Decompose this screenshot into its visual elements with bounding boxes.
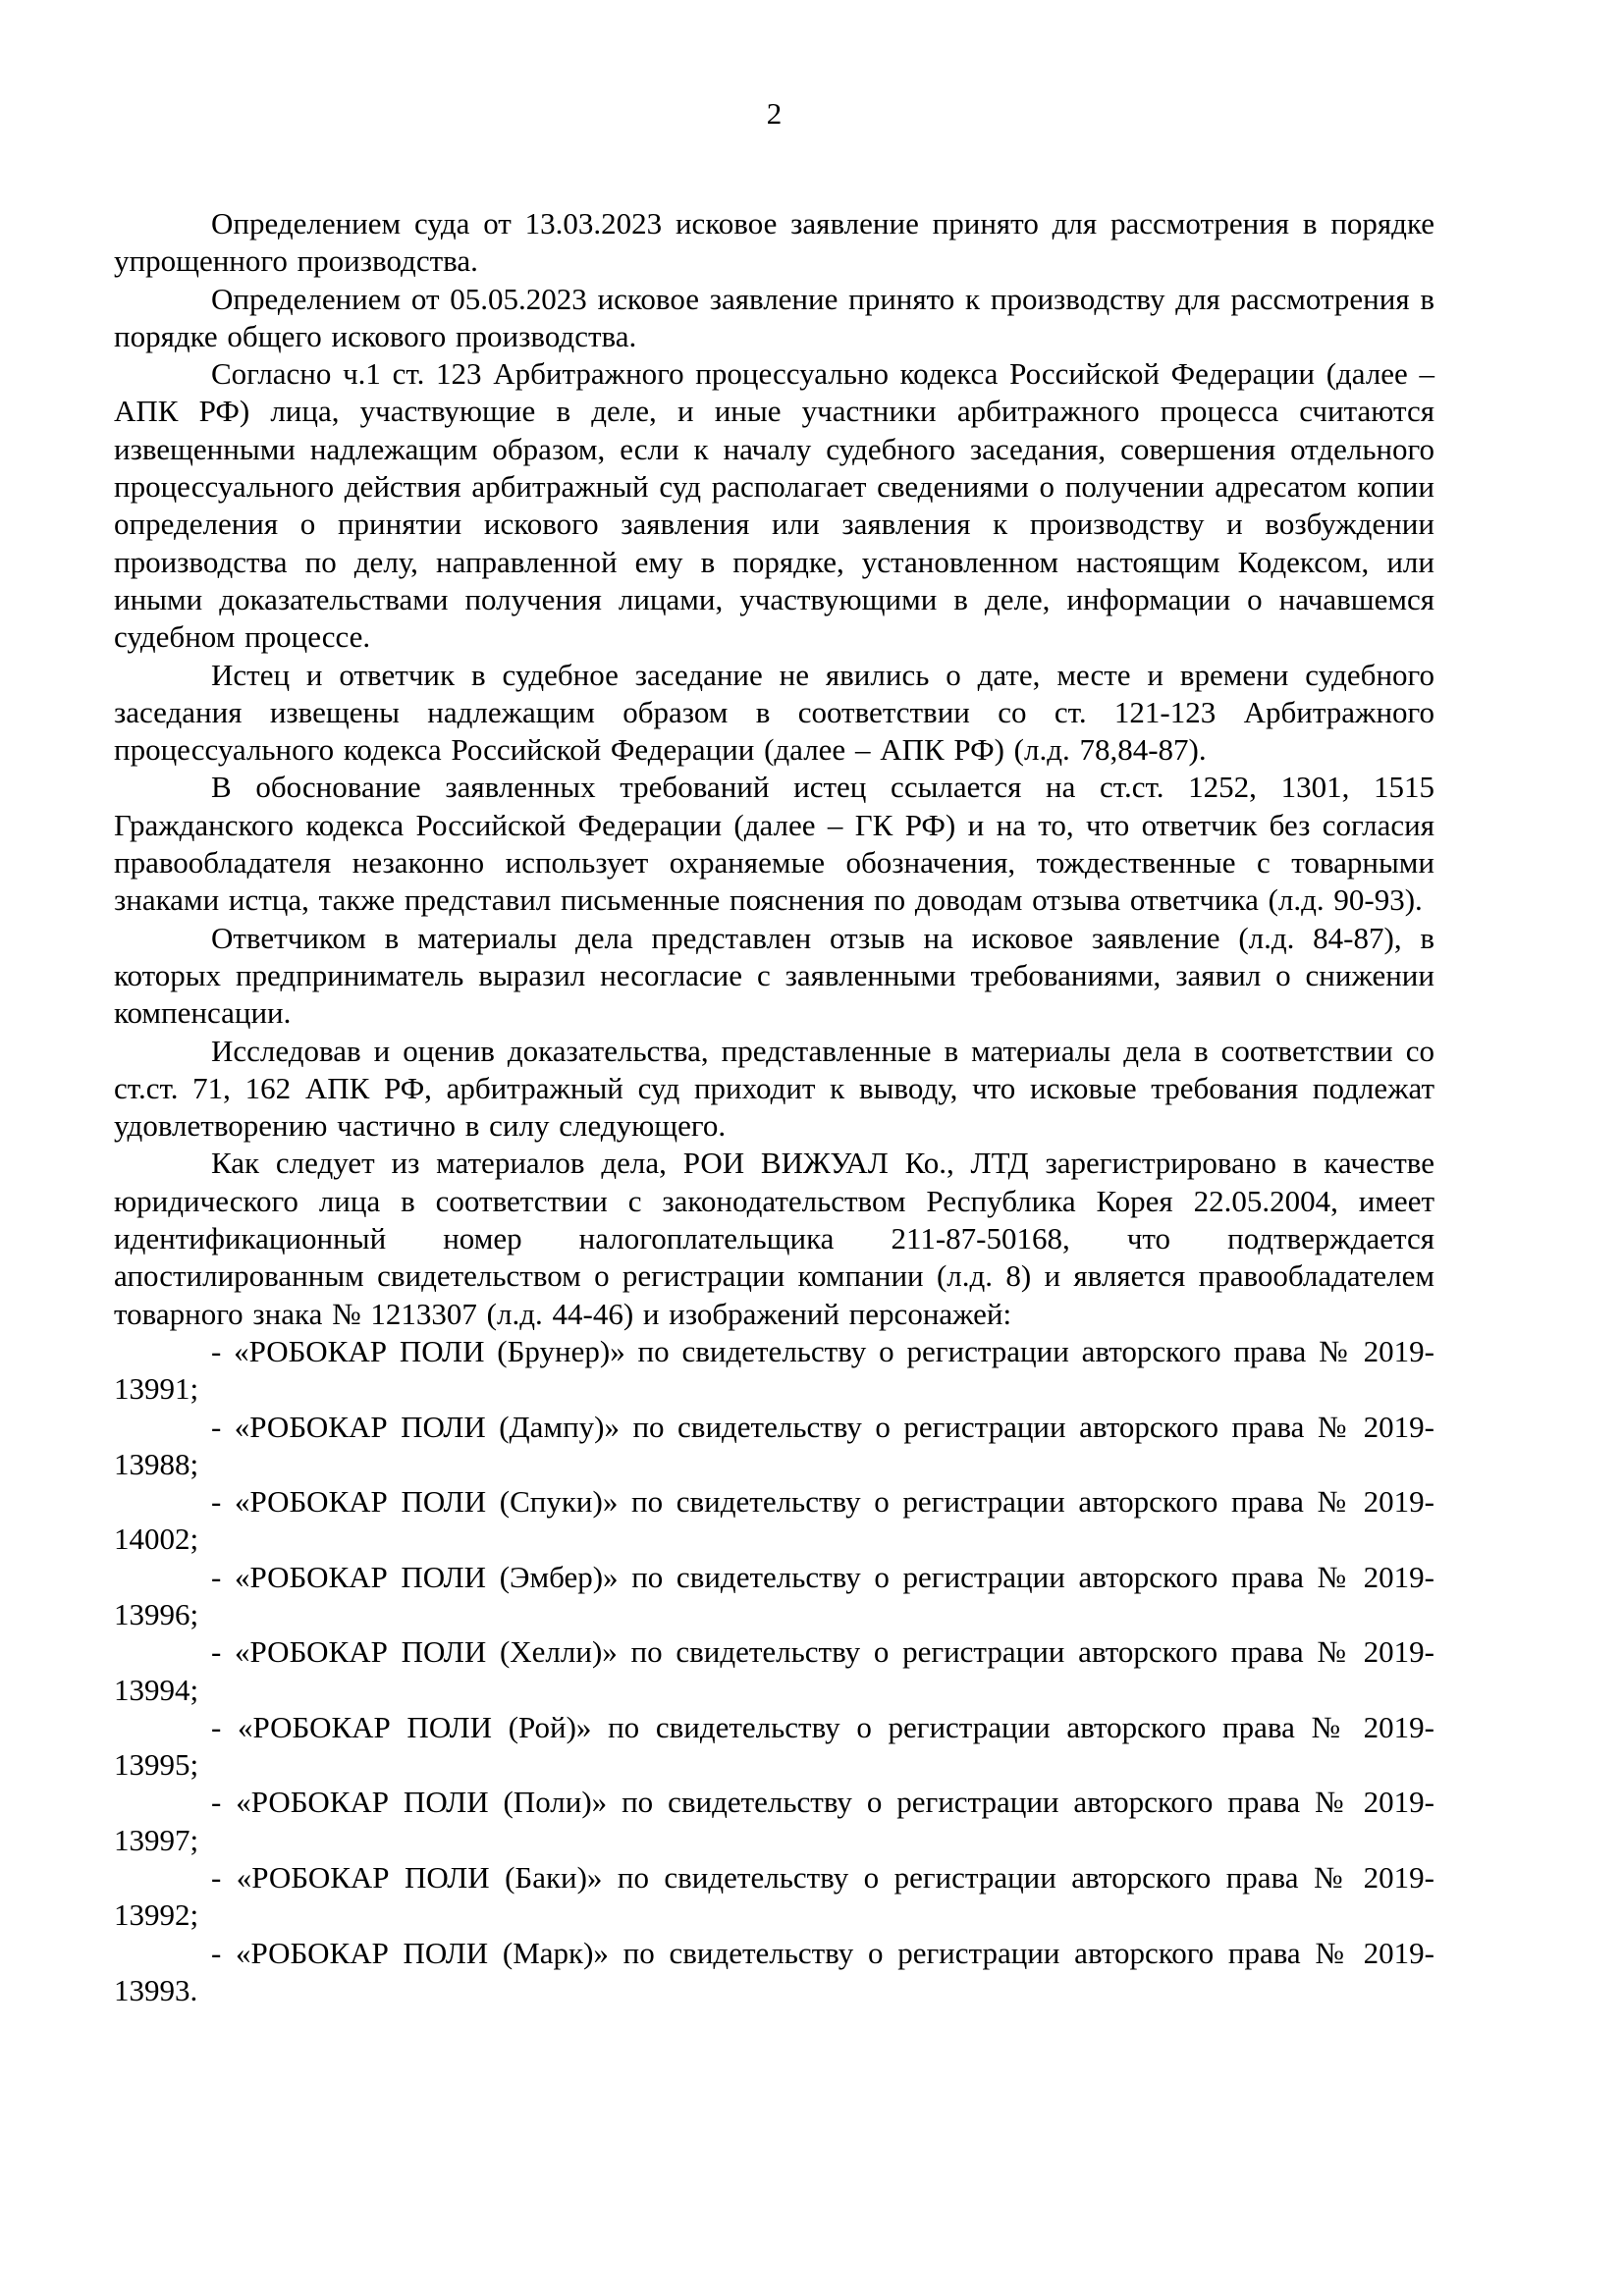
paragraph-court-conclusion: Исследовав и оценив доказательства, представленные в материалы дела в соответствии со ст.ст. 71, 162 АПК РФ, арбитражный суд приходит к выводу, что исковые требования подлежат удовлетворению частично в силу следующего. — [114, 1033, 1434, 1144]
list-item-poli: - «РОБОКАР ПОЛИ (Поли)» по свидетельству о регистрации авторского права № 2019-13997; — [114, 1785, 1434, 1857]
list-item-roy: - «РОБОКАР ПОЛИ (Рой)» по свидетельству о регистрации авторского права № 2019-13995; — [114, 1709, 1434, 1783]
list-item-helli: - «РОБОКАР ПОЛИ (Хелли)» по свидетельству о регистрации авторского права № 2019-13994; — [114, 1634, 1434, 1707]
document-body — [114, 205, 1434, 2009]
list-item-dampu: - «РОБОКАР ПОЛИ (Дампу)» по свидетельству о регистрации авторского права № 2019-13988; — [114, 1409, 1434, 1481]
list-item-ember: - «РОБОКАР ПОЛИ (Эмбер)» по свидетельству о регистрации авторского права № 2019-13996; — [114, 1559, 1434, 1631]
document-content — [114, 95, 1434, 2009]
paragraph-ruling-general: Определением от 05.05.2023 исковое заявление принято к производству для рассмотрения в порядке общего искового производства. — [114, 281, 1434, 353]
paragraph-ruling-simplified: Определением суда от 13.03.2023 исковое заявление принято для рассмотрения в порядке упрощенного производства. — [114, 206, 1434, 279]
list-item-mark: - «РОБОКАР ПОЛИ (Марк)» по свидетельству о регистрации авторского права № 2019-13993. — [114, 1935, 1434, 2007]
list-item-baki: - «РОБОКАР ПОЛИ (Баки)» по свидетельству о регистрации авторского права № 2019-13992; — [114, 1860, 1434, 1933]
list-item-spuki: - «РОБОКАР ПОЛИ (Спуки)» по свидетельству о регистрации авторского права № 2019-14002; — [114, 1484, 1434, 1557]
paragraph-defendant-response: Ответчиком в материалы дела представлен отзыв на исковое заявление (л.д. 84-87), в которых предприниматель выразил несогласие с заявленными требованиями, заявил о снижении компенсации. — [114, 920, 1434, 1031]
page-number: 2 — [766, 96, 783, 131]
paragraph-parties-notified: Истец и ответчик в судебное заседание не явились о дате, месте и времени судебного заседания извещены надлежащим образом в соответствии со ст. 121-123 Арбитражного процессуального кодекса Российской Федерации (далее – АПК РФ) (л.д. 78,84-87). — [114, 657, 1434, 768]
paragraph-roi-visual-registration: Как следует из материалов дела, РОИ ВИЖУАЛ Ко., ЛТД зарегистрировано в качестве юридического лица в соответствии с законодательством Республика Корея 22.05.2004, имеет идентификационный номер налогоплательщика 211-87-50168, что подтверждается апостилированным свидетельством о регистрации компании (л.д. 8) и является правообладателем товарного знака № 1213307 (л.д. 44-46) и изображений персонажей: — [114, 1146, 1434, 1331]
paragraph-claim-grounds: В обоснование заявленных требований истец ссылается на ст.ст. 1252, 1301, 1515 Гражданского кодекса Российской Федерации (далее – ГК РФ) и на то, что ответчик без согласия правообладателя незаконно использует охраняемые обозначения, тождественные с товарными знаками истца, также представил письменные пояснения по доводам отзыва ответчика (л.д. 90-93). — [114, 770, 1434, 918]
paragraph-apc-article-123: Согласно ч.1 ст. 123 Арбитражного процессуально кодекса Российской Федерации (далее – АПК РФ) лица, участвующие в деле, и иные участники арбитражного процесса считаются извещенными надлежащим образом, если к началу судебного заседания, совершения отдельного процессуального действия арбитражный суд располагает сведениями о получении адресатом копии определения о принятии искового заявления или заявления к производству и возбуждении производства по делу, направленной ему в порядке, установленном настоящим Кодексом, или иными доказательствами получения лицами, участвующими в деле, информации о начавшемся судебном процессе. — [114, 356, 1434, 655]
list-item-bruner: - «РОБОКАР ПОЛИ (Брунер)» по свидетельству о регистрации авторского права № 2019-13991; — [114, 1333, 1434, 1407]
